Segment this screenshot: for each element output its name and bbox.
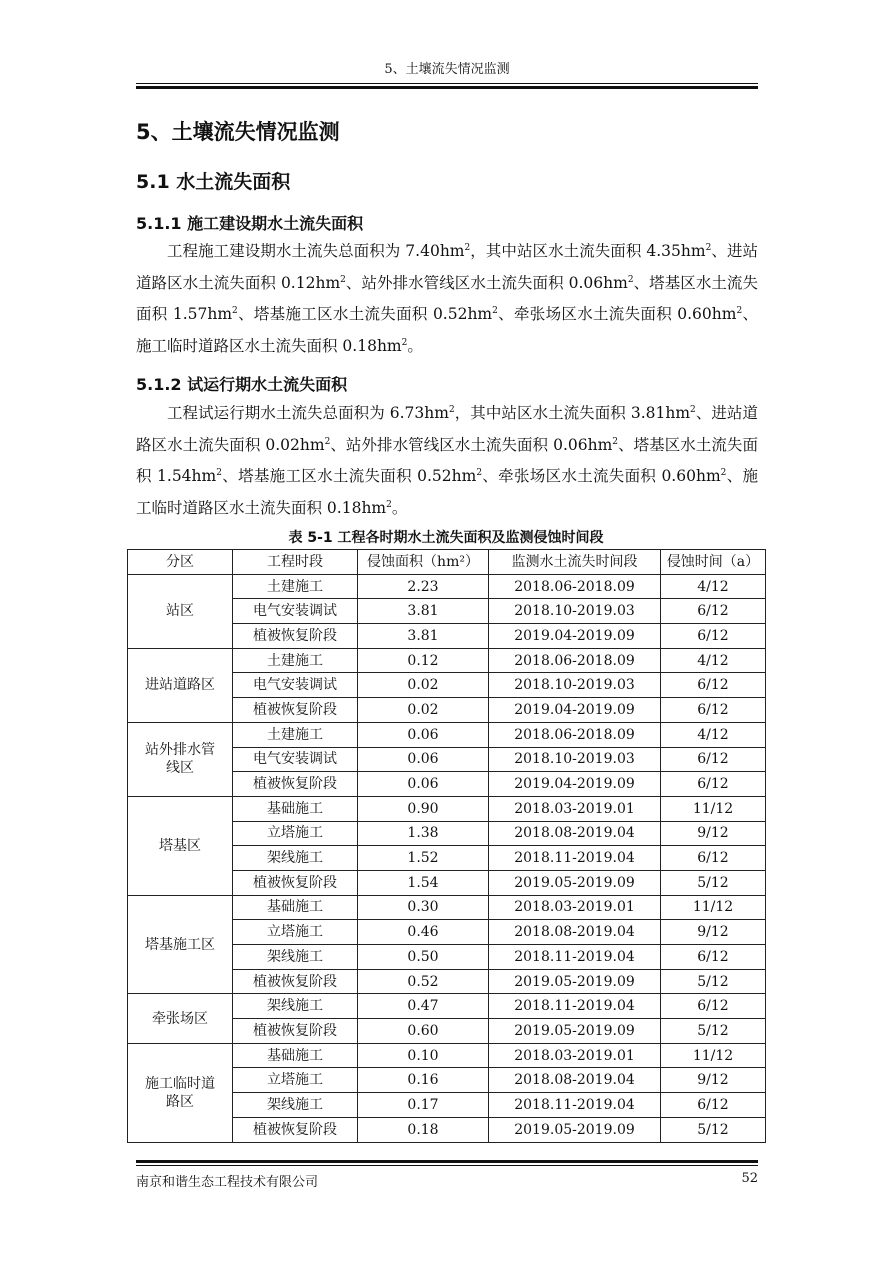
phase-cell: 架线施工 — [233, 1093, 358, 1118]
superscript: 2 — [216, 467, 222, 478]
period-cell: 2018.08-2019.04 — [489, 1068, 661, 1093]
duration-cell: 6/12 — [661, 772, 766, 797]
paragraph-text: 、牵张场区水土流失面积 0.60hm — [497, 305, 737, 323]
area-cell: 0.06 — [358, 772, 489, 797]
subsection-title: 5.1 水土流失面积 — [136, 171, 291, 193]
table-caption: 表 5-1 工程各时期水土流失面积及监测侵蚀时间段 — [288, 530, 604, 546]
duration-cell: 11/12 — [661, 1043, 766, 1068]
area-cell: 0.30 — [358, 895, 489, 920]
table-header-row — [128, 550, 766, 575]
zone-cell: 进站道路区 — [128, 648, 233, 722]
table-row — [128, 722, 766, 747]
period-cell: 2019.05-2019.09 — [489, 870, 661, 895]
area-cell: 3.81 — [358, 599, 489, 624]
superscript: 2 — [448, 404, 455, 415]
zone-cell: 施工临时道 路区 — [128, 1043, 233, 1142]
area-cell: 0.06 — [358, 722, 489, 747]
duration-cell: 9/12 — [661, 1068, 766, 1093]
duration-cell: 9/12 — [661, 821, 766, 846]
area-cell: 0.12 — [358, 648, 489, 673]
area-cell: 1.52 — [358, 846, 489, 871]
area-cell: 0.50 — [358, 945, 489, 970]
duration-cell: 6/12 — [661, 624, 766, 649]
duration-cell: 5/12 — [661, 969, 766, 994]
period-cell: 2018.11-2019.04 — [489, 945, 661, 970]
duration-cell: 4/12 — [661, 574, 766, 599]
period-cell: 2018.11-2019.04 — [489, 1093, 661, 1118]
duration-cell: 9/12 — [661, 920, 766, 945]
paragraph-text: 。 — [407, 336, 423, 355]
duration-cell: 6/12 — [661, 945, 766, 970]
paragraph-text: 、站外排水管线区水土流失面积 0.06hm — [330, 435, 613, 454]
paragraph-text: ，其中站区水土流失面积 4.35hm — [470, 242, 706, 260]
zone-cell: 牵张场区 — [128, 994, 233, 1043]
paragraph-text: 、塔基区水土流失面积 1.54hm — [136, 435, 758, 485]
paragraph-text: 、塔基施工区水土流失面积 0.52hm — [237, 305, 493, 323]
zone-cell: 塔基区 — [128, 796, 233, 895]
period-cell: 2018.10-2019.03 — [489, 673, 661, 698]
area-cell: 0.60 — [358, 1019, 489, 1044]
footer-rule-thin — [136, 1165, 758, 1166]
duration-cell: 4/12 — [661, 648, 766, 673]
duration-cell: 4/12 — [661, 722, 766, 747]
superscript: 2 — [690, 404, 696, 415]
erosion-table — [127, 549, 766, 1143]
paragraph-trial-operation — [136, 398, 758, 524]
paragraph-text: 、牵张场区水土流失面积 0.60hm — [482, 467, 721, 485]
paragraph-text: 、塔基施工区水土流失面积 0.52hm — [221, 467, 477, 485]
area-cell: 1.38 — [358, 821, 489, 846]
area-cell: 0.06 — [358, 747, 489, 772]
duration-cell: 11/12 — [661, 895, 766, 920]
table-row — [128, 648, 766, 673]
phase-cell: 基础施工 — [233, 1043, 358, 1068]
area-cell: 1.54 — [358, 870, 489, 895]
phase-cell: 电气安装调试 — [233, 673, 358, 698]
period-cell: 2018.03-2019.01 — [489, 895, 661, 920]
phase-cell: 架线施工 — [233, 846, 358, 871]
phase-cell: 土建施工 — [233, 722, 358, 747]
duration-cell: 6/12 — [661, 1093, 766, 1118]
duration-cell: 6/12 — [661, 698, 766, 723]
subsection-5-1-1-title: 5.1.1 施工建设期水土流失面积 — [136, 214, 364, 233]
phase-cell: 基础施工 — [233, 895, 358, 920]
superscript: 2 — [492, 305, 498, 316]
phase-cell: 立塔施工 — [233, 1068, 358, 1093]
area-cell: 0.17 — [358, 1093, 489, 1118]
paragraph-text: 。 — [391, 498, 408, 517]
period-cell: 2018.03-2019.01 — [489, 1043, 661, 1068]
superscript: 2 — [612, 436, 619, 447]
superscript: 2 — [232, 305, 238, 316]
area-cell: 0.02 — [358, 698, 489, 723]
table-row — [128, 994, 766, 1019]
header-rule-thick — [136, 86, 758, 89]
superscript: 2 — [386, 499, 392, 510]
paragraph-text: 、塔基区水土流失面积 1.57hm — [136, 273, 758, 323]
subsection-5-1-2-title: 5.1.2 试运行期水土流失面积 — [136, 375, 348, 394]
paragraph-text: 工程施工建设期水土流失总面积为 7.40hm — [167, 242, 465, 260]
period-cell: 2019.05-2019.09 — [489, 1019, 661, 1044]
paragraph-construction-period — [136, 236, 758, 362]
paragraph-text: 、进站道路区水土流失面积 0.02hm — [136, 404, 758, 454]
area-cell: 0.10 — [358, 1043, 489, 1068]
header-rule-thin — [136, 83, 758, 84]
superscript: 2 — [464, 242, 471, 253]
phase-cell: 电气安装调试 — [233, 599, 358, 624]
period-cell: 2018.06-2018.09 — [489, 574, 661, 599]
period-cell: 2018.10-2019.03 — [489, 747, 661, 772]
paragraph-text: ，其中站区水土流失面积 3.81hm — [454, 404, 691, 422]
paragraph-text: 、施工临时道路区水土流失面积 0.18hm — [136, 467, 758, 517]
table-row — [128, 1043, 766, 1068]
paragraph-text: 、施工临时道路区水土流失面积 0.18hm — [136, 305, 758, 355]
superscript: 2 — [720, 467, 727, 478]
duration-cell: 11/12 — [661, 796, 766, 821]
phase-cell: 植被恢复阶段 — [233, 624, 358, 649]
phase-cell: 架线施工 — [233, 994, 358, 1019]
duration-cell: 6/12 — [661, 599, 766, 624]
period-cell: 2018.11-2019.04 — [489, 846, 661, 871]
phase-cell: 立塔施工 — [233, 920, 358, 945]
table-body — [128, 574, 766, 1142]
paragraph-text: 、站外排水管线区水土流失面积 0.06hm — [345, 273, 628, 292]
period-cell: 2019.05-2019.09 — [489, 969, 661, 994]
area-cell: 3.81 — [358, 624, 489, 649]
table-row — [128, 895, 766, 920]
table-row — [128, 574, 766, 599]
paragraph-text: 工程试运行期水土流失总面积为 6.73hm — [167, 404, 449, 422]
zone-cell: 塔基施工区 — [128, 895, 233, 994]
header-duration: 侵蚀时间（a） — [661, 550, 766, 575]
zone-cell: 站外排水管 线区 — [128, 722, 233, 796]
duration-cell: 6/12 — [661, 994, 766, 1019]
superscript: 2 — [736, 305, 743, 316]
running-header: 5、土壤流失情况监测 — [384, 62, 510, 77]
duration-cell: 5/12 — [661, 1117, 766, 1142]
paragraph-text: 、进站道路区水土流失面积 0.12hm — [136, 242, 758, 292]
period-cell: 2018.11-2019.04 — [489, 994, 661, 1019]
header-period: 监测水土流失时间段 — [489, 550, 661, 575]
period-cell: 2019.04-2019.09 — [489, 772, 661, 797]
header-area: 侵蚀面积（hm²） — [358, 550, 489, 575]
footer-company: 南京和谐生态工程技术有限公司 — [136, 1175, 319, 1190]
area-cell: 0.52 — [358, 969, 489, 994]
zone-cell: 站区 — [128, 574, 233, 648]
phase-cell: 架线施工 — [233, 945, 358, 970]
period-cell: 2019.04-2019.09 — [489, 698, 661, 723]
area-cell: 0.47 — [358, 994, 489, 1019]
area-cell: 0.02 — [358, 673, 489, 698]
duration-cell: 6/12 — [661, 747, 766, 772]
page-number: 52 — [741, 1171, 758, 1186]
phase-cell: 电气安装调试 — [233, 747, 358, 772]
phase-cell: 植被恢复阶段 — [233, 698, 358, 723]
area-cell: 0.18 — [358, 1117, 489, 1142]
superscript: 2 — [324, 436, 331, 447]
table-row — [128, 796, 766, 821]
area-cell: 0.16 — [358, 1068, 489, 1093]
duration-cell: 6/12 — [661, 846, 766, 871]
section-title: 5、土壤流失情况监测 — [136, 120, 340, 144]
header-phase: 工程时段 — [233, 550, 358, 575]
footer-rule-thick — [136, 1160, 758, 1163]
area-cell: 2.23 — [358, 574, 489, 599]
superscript: 2 — [705, 242, 712, 253]
period-cell: 2018.08-2019.04 — [489, 821, 661, 846]
duration-cell: 6/12 — [661, 673, 766, 698]
period-cell: 2018.03-2019.01 — [489, 796, 661, 821]
phase-cell: 土建施工 — [233, 574, 358, 599]
area-cell: 0.90 — [358, 796, 489, 821]
phase-cell: 植被恢复阶段 — [233, 772, 358, 797]
phase-cell: 土建施工 — [233, 648, 358, 673]
phase-cell: 基础施工 — [233, 796, 358, 821]
period-cell: 2018.06-2018.09 — [489, 722, 661, 747]
period-cell: 2018.06-2018.09 — [489, 648, 661, 673]
duration-cell: 5/12 — [661, 870, 766, 895]
duration-cell: 5/12 — [661, 1019, 766, 1044]
phase-cell: 植被恢复阶段 — [233, 969, 358, 994]
phase-cell: 植被恢复阶段 — [233, 1019, 358, 1044]
header-zone: 分区 — [128, 550, 233, 575]
phase-cell: 植被恢复阶段 — [233, 870, 358, 895]
superscript: 2 — [340, 274, 346, 285]
phase-cell: 立塔施工 — [233, 821, 358, 846]
superscript: 2 — [476, 467, 483, 478]
superscript: 2 — [627, 274, 634, 285]
area-cell: 0.46 — [358, 920, 489, 945]
period-cell: 2019.04-2019.09 — [489, 624, 661, 649]
phase-cell: 植被恢复阶段 — [233, 1117, 358, 1142]
period-cell: 2019.05-2019.09 — [489, 1117, 661, 1142]
superscript: 2 — [401, 337, 408, 348]
period-cell: 2018.10-2019.03 — [489, 599, 661, 624]
period-cell: 2018.08-2019.04 — [489, 920, 661, 945]
